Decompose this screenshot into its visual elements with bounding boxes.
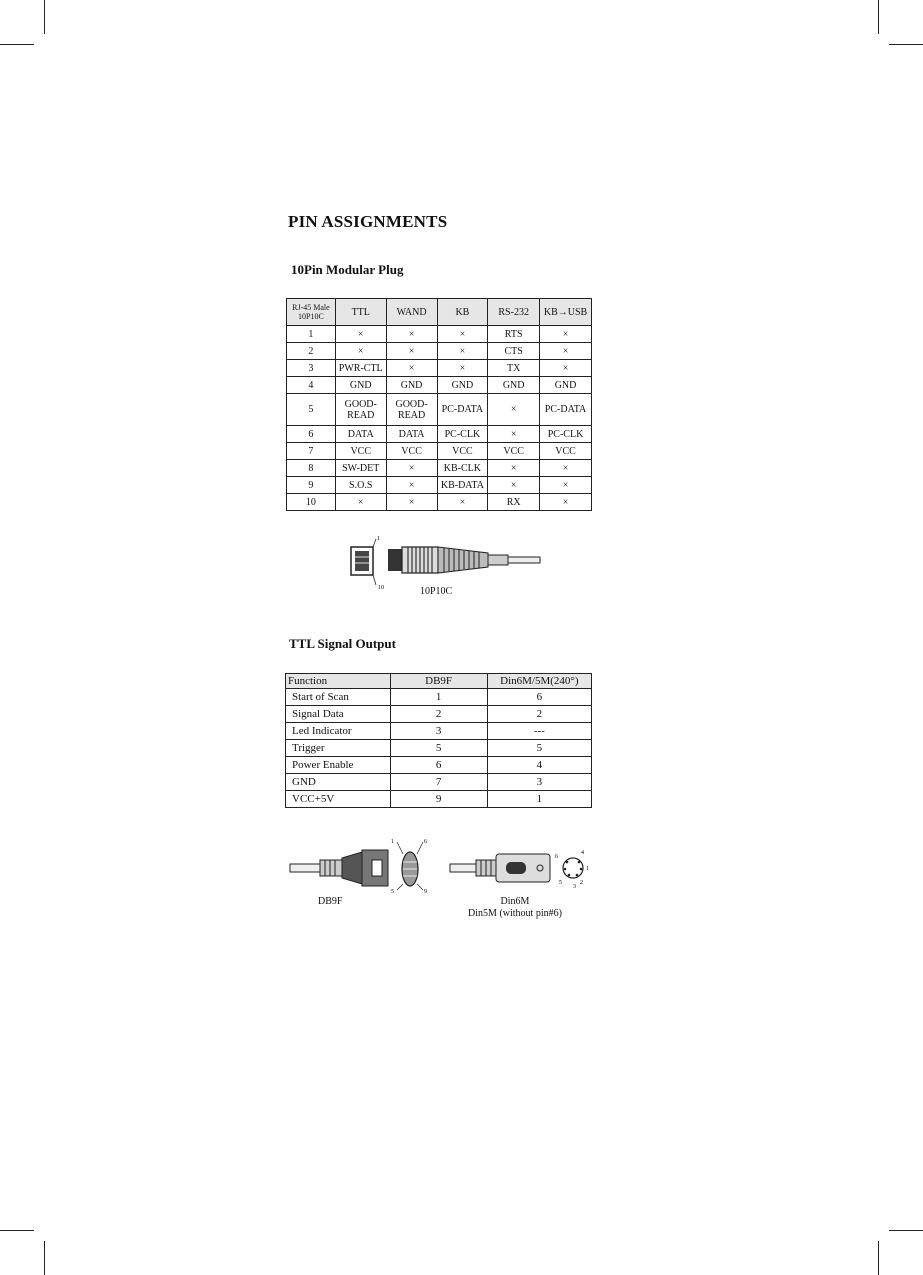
table-cell: TX [488, 360, 540, 377]
table-cell: × [335, 343, 386, 360]
table-cell: VCC [540, 443, 592, 460]
column-header: Function [286, 674, 391, 689]
table-row [287, 426, 592, 443]
table-cell: GND [386, 377, 437, 394]
table-cell: 2 [390, 706, 487, 723]
table-row [287, 343, 592, 360]
table-cell: Power Enable [286, 757, 391, 774]
table-cell: × [386, 494, 437, 511]
table-cell: 3 [287, 360, 336, 377]
pin-label: 1 [377, 536, 380, 542]
table-row [287, 477, 592, 494]
table-cell: KB-CLK [437, 460, 488, 477]
table-cell: × [335, 494, 386, 511]
table-cell: 5 [390, 740, 487, 757]
table-cell: 7 [287, 443, 336, 460]
table-cell: CTS [488, 343, 540, 360]
table-cell: × [386, 460, 437, 477]
table-row [286, 689, 592, 706]
pin-label: 2 [580, 880, 583, 886]
table-cell: --- [487, 723, 591, 740]
table-cell: DATA [335, 426, 386, 443]
table-row [287, 394, 592, 426]
table-cell: Signal Data [286, 706, 391, 723]
table-cell: GND [488, 377, 540, 394]
table-cell: 1 [487, 791, 591, 808]
table-cell: × [386, 326, 437, 343]
table-cell: × [386, 360, 437, 377]
table-cell: 10 [287, 494, 336, 511]
table-cell: SW-DET [335, 460, 386, 477]
table-row [287, 494, 592, 511]
column-header: WAND [386, 299, 437, 326]
crop-mark [44, 1241, 45, 1275]
table-cell: GND [335, 377, 386, 394]
pin-label: 9 [424, 889, 427, 895]
table-cell: PC-CLK [540, 426, 592, 443]
crop-mark [889, 44, 923, 45]
table-cell: VCC [335, 443, 386, 460]
table-cell: × [437, 494, 488, 511]
db9f-caption: DB9F [318, 896, 343, 907]
table-row [287, 377, 592, 394]
table-cell: × [540, 343, 592, 360]
column-header: KB→USB [540, 299, 592, 326]
din5m-caption: Din5M (without pin#6) [468, 908, 562, 919]
column-header: RS-232 [488, 299, 540, 326]
pin-label: 10 [378, 585, 384, 591]
table-header-row [286, 674, 592, 689]
table-cell: × [488, 426, 540, 443]
pin-label: 3 [573, 884, 576, 890]
table-cell: × [540, 477, 592, 494]
table-cell: 8 [287, 460, 336, 477]
table-cell: VCC [488, 443, 540, 460]
column-header: RJ-45 Male 10P10C [287, 299, 336, 326]
table-cell: 9 [287, 477, 336, 494]
column-header: KB [437, 299, 488, 326]
table-header-row [287, 299, 592, 326]
table-row [286, 791, 592, 808]
table-cell: GND [437, 377, 488, 394]
table-cell: GOOD-READ [335, 394, 386, 426]
table-cell: PC-DATA [540, 394, 592, 426]
pin-label: 6 [555, 854, 558, 860]
table-row [287, 326, 592, 343]
din6m-caption: Din6M [500, 896, 530, 907]
pin-label: 4 [581, 850, 584, 856]
table-cell: × [540, 460, 592, 477]
table-row [286, 706, 592, 723]
pin-label: 5 [391, 889, 394, 895]
table-row [287, 443, 592, 460]
table-cell: S.O.S [335, 477, 386, 494]
table-cell: × [488, 394, 540, 426]
table-cell: 7 [390, 774, 487, 791]
table-cell: × [437, 326, 488, 343]
table-cell: × [335, 326, 386, 343]
table-cell: 6 [487, 689, 591, 706]
din-connector-diagram [450, 838, 600, 898]
table-cell: 6 [390, 757, 487, 774]
rj45-caption: 10P10C [420, 586, 453, 597]
table-cell: VCC [386, 443, 437, 460]
table-cell: GOOD-READ [386, 394, 437, 426]
table-cell: × [540, 360, 592, 377]
pin-label: 1 [391, 839, 394, 845]
table-cell: 3 [487, 774, 591, 791]
pin-assignment-table [286, 298, 592, 511]
table-cell: 1 [390, 689, 487, 706]
crop-mark [44, 0, 45, 34]
crop-mark [878, 0, 879, 34]
table-cell: VCC+5V [286, 791, 391, 808]
table-cell: × [437, 343, 488, 360]
table-row [286, 757, 592, 774]
ttl-signal-table [285, 673, 592, 808]
table-cell: × [437, 360, 488, 377]
table-row [287, 460, 592, 477]
table-cell: Start of Scan [286, 689, 391, 706]
table-cell: × [488, 460, 540, 477]
pin-label: 1 [586, 866, 589, 872]
table-cell: GND [540, 377, 592, 394]
table-cell: KB-DATA [437, 477, 488, 494]
section-title-ttl-output: TTL Signal Output [289, 636, 396, 651]
page-title: PIN ASSIGNMENTS [288, 212, 448, 231]
column-header: Din6M/5M(240°) [487, 674, 591, 689]
table-cell: 4 [287, 377, 336, 394]
table-cell: RTS [488, 326, 540, 343]
table-cell: 5 [287, 394, 336, 426]
section-title-modular-plug: 10Pin Modular Plug [291, 262, 404, 277]
table-cell: Trigger [286, 740, 391, 757]
table-cell: 3 [390, 723, 487, 740]
table-cell: Led Indicator [286, 723, 391, 740]
column-header: DB9F [390, 674, 487, 689]
table-row [286, 774, 592, 791]
crop-mark [878, 1241, 879, 1275]
table-cell: 6 [287, 426, 336, 443]
table-cell: × [488, 477, 540, 494]
column-header: TTL [335, 299, 386, 326]
table-cell: 2 [487, 706, 591, 723]
table-cell: 9 [390, 791, 487, 808]
table-cell: PC-DATA [437, 394, 488, 426]
pin-label: 6 [424, 839, 427, 845]
crop-mark [889, 1230, 923, 1231]
table-row [286, 723, 592, 740]
db9f-connector-diagram [290, 838, 440, 898]
table-cell: 2 [287, 343, 336, 360]
table-cell: GND [286, 774, 391, 791]
table-cell: × [386, 477, 437, 494]
table-cell: 1 [287, 326, 336, 343]
table-cell: × [540, 494, 592, 511]
crop-mark [0, 1230, 34, 1231]
pin-label: 5 [559, 880, 562, 886]
crop-mark [0, 44, 34, 45]
table-cell: 5 [487, 740, 591, 757]
table-cell: × [386, 343, 437, 360]
table-cell: VCC [437, 443, 488, 460]
table-cell: PWR-CTL [335, 360, 386, 377]
din-caption [455, 896, 575, 920]
table-cell: DATA [386, 426, 437, 443]
table-cell: 4 [487, 757, 591, 774]
table-cell: PC-CLK [437, 426, 488, 443]
table-row [286, 740, 592, 757]
table-cell: × [540, 326, 592, 343]
table-cell: RX [488, 494, 540, 511]
table-row [287, 360, 592, 377]
